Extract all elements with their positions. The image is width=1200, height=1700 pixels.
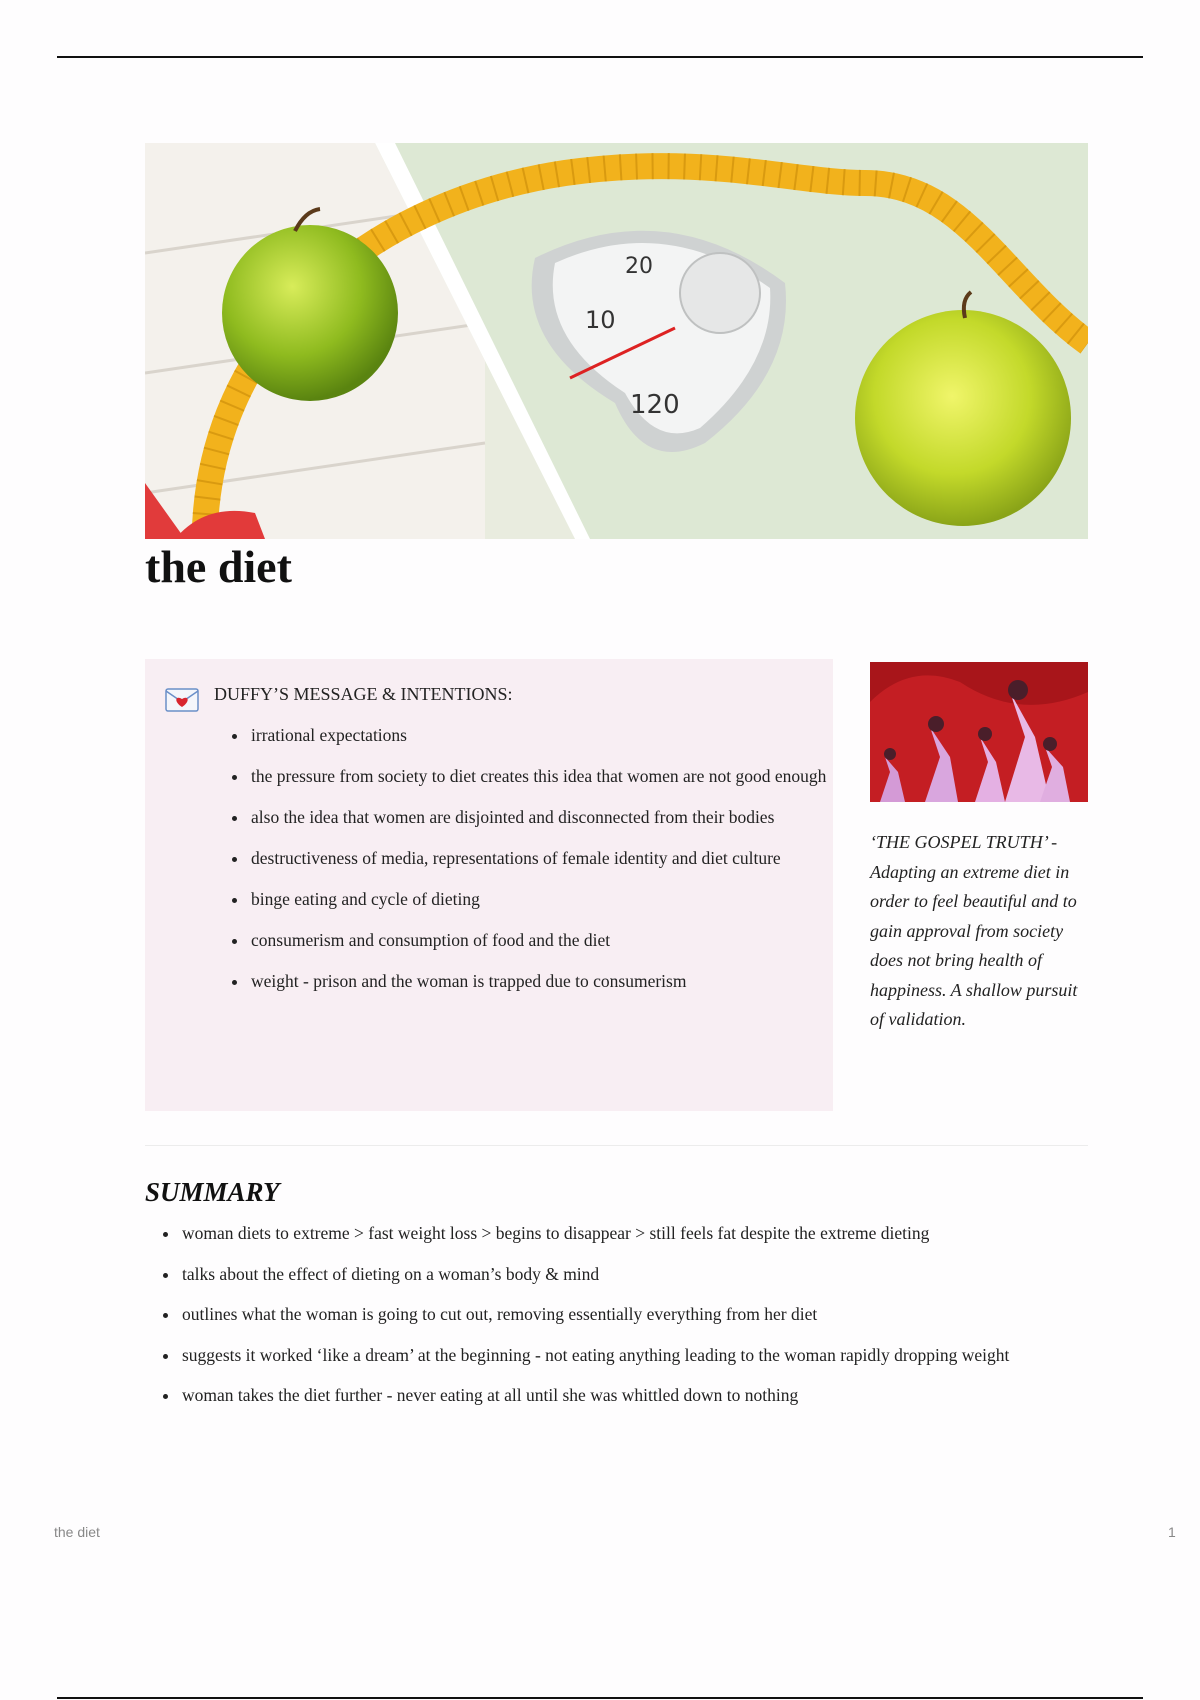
svg-text:20: 20: [625, 254, 653, 279]
list-item: • consumerism and consumption of food and the diet: [249, 926, 829, 954]
bottom-rule: [57, 1697, 1143, 1699]
footer-title: the diet: [54, 1524, 100, 1540]
list-item: • destructiveness of media, representations of female identity and diet culture: [249, 844, 829, 872]
summary-heading: SUMMARY: [145, 1177, 280, 1207]
list-item: • weight - prison and the woman is trapped due to consumerism: [249, 967, 829, 995]
top-rule: [57, 56, 1143, 58]
list-item: • irrational expectations: [249, 721, 829, 749]
callout-box: [145, 659, 833, 1111]
hero-image: [145, 143, 1088, 539]
love-letter-icon: [165, 688, 199, 712]
list-item: • suggests it worked ‘like a dream’ at the beginning - not eating anything leading to the woman rapidly dropping weight: [180, 1341, 1100, 1370]
list-item: • talks about the effect of dieting on a woman’s body & mind: [180, 1260, 1100, 1289]
side-caption-lead: ‘THE GOSPEL TRUTH’ -: [870, 832, 1058, 852]
list-item: • also the idea that women are disjointed and disconnected from their bodies: [249, 803, 829, 831]
side-image: [870, 662, 1088, 802]
list-item: • woman diets to extreme > fast weight loss > begins to disappear > still feels fat despite the extreme dieting: [180, 1219, 1100, 1248]
side-caption: [870, 828, 1092, 1035]
svg-text:120: 120: [630, 390, 680, 420]
side-caption-body: Adapting an extreme diet in order to feel beautiful and to gain approval from society does not bring health of happiness. A shallow pursuit of validation.: [870, 861, 1078, 1029]
callout-list: [214, 721, 829, 1008]
callout-heading: DUFFY’S MESSAGE & INTENTIONS:: [214, 684, 513, 704]
page-number: 1: [1168, 1524, 1176, 1540]
list-item: • the pressure from society to diet creates this idea that women are not good enough: [249, 762, 829, 790]
svg-text:10: 10: [585, 306, 616, 334]
page-title: the diet: [145, 541, 292, 592]
list-item: • woman takes the diet further - never eating at all until she was whittled down to nothing: [180, 1381, 1100, 1410]
summary-list: [145, 1219, 1100, 1422]
list-item: • outlines what the woman is going to cut out, removing essentially everything from her diet: [180, 1300, 1100, 1329]
section-divider: [145, 1145, 1088, 1146]
list-item: • binge eating and cycle of dieting: [249, 885, 829, 913]
